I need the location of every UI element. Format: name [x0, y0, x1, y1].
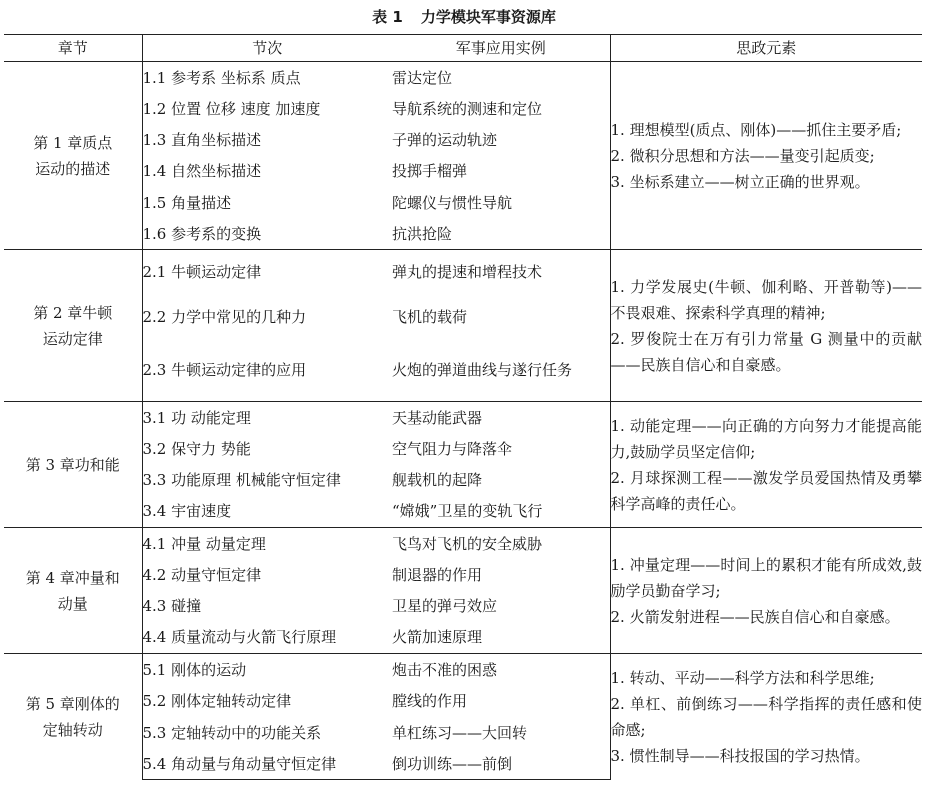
example-cell: 抗洪抢险: [392, 219, 610, 250]
section-cell: 4.3 碰撞: [142, 597, 202, 615]
section-cell: 1.2 位置 位移 速度 加速度: [142, 100, 321, 118]
element-item: 2. 月球探测工程——激发学员爱国热情及勇攀科学高峰的责任心。: [610, 468, 922, 513]
chapter-title-line: 运动的描述: [35, 159, 111, 178]
section-cell: 3.3 功能原理 机械能守恒定律: [142, 471, 341, 489]
section-cell: 1.6 参考系的变换: [142, 224, 262, 243]
example-cell: 天基动能武器: [392, 402, 610, 434]
section-cell: 4.4 质量流动与火箭飞行原理: [142, 628, 337, 647]
example-cell: 炮击不准的困惑: [392, 654, 610, 686]
element-cell: [610, 528, 922, 654]
element-cell: [610, 62, 922, 250]
section-cell: 1.5 角量描述: [142, 193, 232, 212]
resource-table: [4, 34, 922, 780]
section-cell: 1.3 直角坐标描述: [142, 131, 262, 149]
element-item: 3. 坐标系建立——树立正确的世界观。: [610, 172, 870, 191]
table-number: 表 1: [372, 8, 403, 26]
table-row: [4, 62, 922, 94]
example-cell: 投掷手榴弹: [392, 156, 610, 187]
section-cell: 1.1 参考系 坐标系 质点: [142, 62, 392, 94]
section-cell: 1.4 自然坐标描述: [142, 162, 262, 180]
example-cell: 空气阻力与降落伞: [392, 434, 610, 465]
element-cell: [610, 250, 922, 402]
chapter-title-line: 动量: [57, 594, 88, 613]
chapter-title-line: 第 3 章功和能: [25, 455, 120, 474]
section-cell: 5.2 刚体定轴转动定律: [142, 692, 292, 710]
chapter-title-line: 第 1 章质点: [33, 133, 113, 152]
section-cell: 5.4 角动量与角动量守恒定律: [142, 749, 392, 780]
example-cell: 陀螺仪与惯性导航: [392, 187, 610, 219]
section-cell: 3.4 宇宙速度: [142, 502, 232, 521]
header-section: 节次: [142, 35, 392, 62]
example-cell: 卫星的弹弓效应: [392, 591, 610, 622]
section-cell: 4.1 冲量 动量定理: [142, 528, 392, 560]
example-cell: 飞鸟对飞机的安全威胁: [392, 528, 610, 560]
chapter-cell: [4, 250, 142, 402]
example-cell: 倒功训练——前倒: [392, 749, 610, 780]
example-cell: 单杠练习——大回转: [392, 717, 610, 749]
element-item: 3. 惯性制导——科技报国的学习热情。: [610, 746, 870, 765]
chapter-cell: [4, 654, 142, 780]
section-cell: 4.2 动量守恒定律: [142, 566, 262, 584]
section-cell: 3.1 功 动能定理: [142, 402, 392, 434]
section-cell: 5.3 定轴转动中的功能关系: [142, 723, 322, 742]
section-cell: 5.1 刚体的运动: [142, 654, 392, 686]
element-item: 1. 力学发展史(牛顿、伽利略、开普勒等)——不畏艰难、探索科学真理的精神;: [610, 277, 922, 322]
header-element: 思政元素: [610, 35, 922, 62]
example-cell: 制退器的作用: [392, 560, 610, 591]
element-item: 2. 单杠、前倒练习——科学指挥的责任感和使命感;: [610, 694, 922, 739]
header-chapter: 章节: [4, 35, 142, 62]
section-cell: 2.1 牛顿运动定律: [142, 250, 392, 295]
example-cell: 膛线的作用: [392, 686, 610, 717]
element-item: 2. 罗俊院士在万有引力常量 G 测量中的贡献——民族自信心和自豪感。: [610, 329, 922, 374]
element-item: 1. 理想模型(质点、刚体)——抓住主要矛盾;: [610, 120, 902, 139]
chapter-cell: [4, 528, 142, 654]
example-cell: 飞机的载荷: [392, 295, 610, 340]
element-item: 2. 微积分思想和方法——量变引起质变;: [610, 146, 875, 165]
example-cell: 雷达定位: [392, 62, 610, 94]
example-cell: 舰载机的起降: [392, 465, 610, 496]
chapter-title-line: 第 5 章刚体的: [25, 694, 120, 713]
element-cell: [610, 654, 922, 780]
section-cell: 3.2 保守力 势能: [142, 440, 251, 458]
section-cell: 2.2 力学中常见的几种力: [142, 308, 307, 326]
example-cell: 火炮的弹道曲线与遂行任务: [392, 340, 610, 402]
header-example: 军事应用实例: [392, 35, 610, 62]
element-item: 1. 冲量定理——时间上的累积才能有所成效,鼓励学员勤奋学习;: [610, 555, 922, 600]
chapter-title-line: 定轴转动: [42, 720, 103, 739]
chapter-title-line: 第 2 章牛顿: [33, 303, 113, 322]
header-row: [4, 35, 922, 62]
example-cell: 火箭加速原理: [392, 622, 610, 654]
element-item: 1. 动能定理——向正确的方向努力才能提高能力,鼓励学员坚定信仰;: [610, 416, 922, 461]
table-row: [4, 528, 922, 560]
chapter-title-line: 运动定律: [42, 329, 103, 348]
example-cell: 子弹的运动轨迹: [392, 125, 610, 156]
table-body: [4, 62, 922, 780]
chapter-cell: [4, 62, 142, 250]
chapter-title-line: 第 4 章冲量和: [25, 568, 120, 587]
table-title: 力学模块军事资源库: [420, 8, 556, 26]
example-cell: 弹丸的提速和增程技术: [392, 250, 610, 295]
element-cell: [610, 402, 922, 528]
example-cell: 导航系统的测速和定位: [392, 94, 610, 125]
section-cell: 2.3 牛顿运动定律的应用: [142, 361, 307, 380]
table-row: [4, 402, 922, 434]
chapter-cell: [4, 402, 142, 528]
element-item: 2. 火箭发射进程——民族自信心和自豪感。: [610, 607, 900, 626]
element-item: 1. 转动、平动——科学方法和科学思维;: [610, 668, 875, 687]
example-cell: “嫦娥”卫星的变轨飞行: [392, 496, 610, 528]
table-row: [4, 654, 922, 686]
table-row: [4, 250, 922, 295]
table-caption: [0, 6, 928, 27]
